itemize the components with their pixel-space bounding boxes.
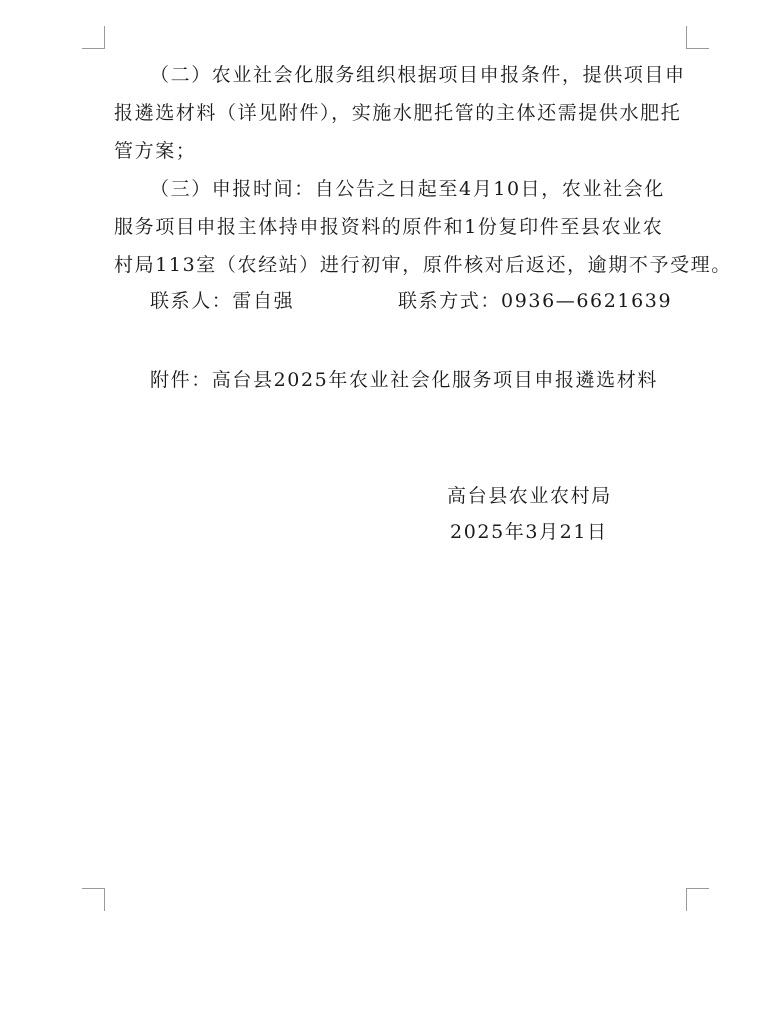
paragraph-line: 服务项目申报主体持申报资料的原件和1份复印件至县农业农 — [114, 216, 664, 238]
paragraph-item-2 — [114, 56, 694, 170]
paragraph-line: 报遴选材料（详见附件），实施水肥托管的主体还需提供水肥托 — [114, 102, 682, 124]
crop-mark-bottom-left — [82, 888, 105, 911]
paragraph-line: （三）申报时间：自公告之日起至4月10日，农业社会化 — [150, 178, 665, 200]
attachment-note: 附件：高台县2025年农业社会化服务项目申报遴选材料 — [150, 369, 658, 391]
crop-mark-top-right — [686, 26, 709, 49]
signature-block — [447, 478, 612, 550]
signature-organization: 高台县农业农村局 — [447, 485, 612, 507]
signature-date: 2025年3月21日 — [450, 521, 608, 543]
crop-mark-bottom-right — [686, 888, 709, 911]
paragraph-item-3 — [114, 170, 732, 284]
paragraph-line: （二）农业社会化服务组织根据项目申报条件，提供项目申 — [150, 64, 686, 86]
paragraph-line: 管方案； — [114, 140, 197, 162]
contact-person: 联系人：雷自强 — [150, 290, 295, 312]
contact-method: 联系方式：0936—6621639 — [398, 290, 673, 312]
crop-mark-top-left — [82, 26, 105, 49]
paragraph-line: 村局113室（农经站）进行初审，原件核对后返还，逾期不予受理。 — [114, 254, 732, 276]
